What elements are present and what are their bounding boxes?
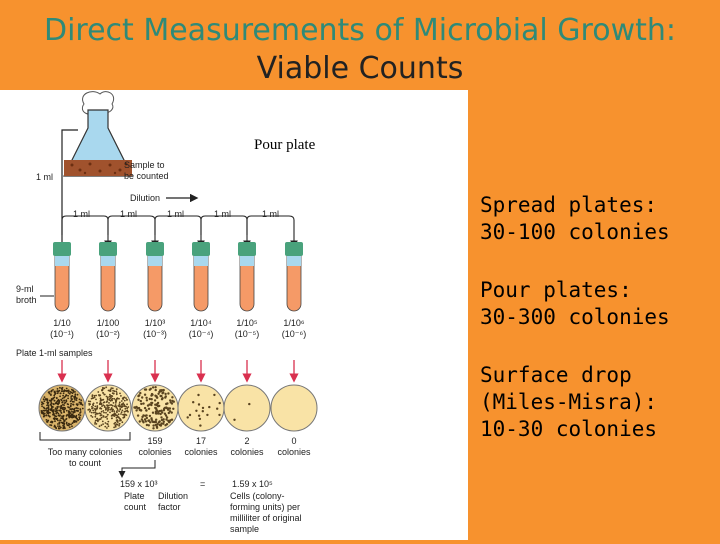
dilution-tube — [146, 242, 164, 311]
dilution-factor-label-1: Dilution — [158, 491, 189, 501]
surface-drop-method: (Miles-Misra): — [480, 390, 658, 414]
plate-unit-3: colonies — [230, 447, 264, 457]
transfer-label-1: 1 ml — [73, 209, 91, 219]
petri-plate — [224, 385, 270, 431]
transfer-label-5: 1 ml — [262, 209, 280, 219]
broth-label-line-2: broth — [16, 295, 37, 305]
pour-plate-label: Pour plate — [254, 137, 316, 153]
title-line-2: Viable Counts — [256, 51, 464, 86]
transfer-label-4: 1 ml — [214, 209, 232, 219]
plate-count-label-1: Plate — [124, 491, 145, 501]
petri-plate — [132, 385, 178, 431]
result-note-line-3: milliliter of original — [230, 513, 302, 523]
dilution-frac-6: 1/10⁶ — [283, 318, 305, 328]
result-note-line-1: Cells (colony- — [230, 491, 285, 501]
dilution-labels — [50, 318, 306, 339]
calc-equals: = — [200, 479, 206, 489]
dilution-exp-5: (10⁻⁵) — [234, 329, 260, 339]
too-many-label-line-2: to count — [68, 458, 102, 468]
petri-plate — [271, 385, 317, 431]
result-note-line-4: sample — [230, 524, 260, 534]
plate-count-4: 0 — [291, 436, 297, 446]
dilution-tube — [192, 242, 210, 311]
pour-plates-range: 30-300 colonies — [480, 305, 670, 329]
dilution-tube — [99, 242, 117, 311]
transfer-arrows — [62, 216, 294, 246]
plate-samples-label: Plate 1-ml samples — [16, 348, 93, 358]
title-line-1: Direct Measurements of Microbial Growth: — [43, 13, 676, 48]
spread-plates-range: 30-100 colonies — [480, 220, 670, 244]
petri-plate — [178, 385, 224, 431]
dilution-exp-6: (10⁻⁶) — [281, 329, 307, 339]
surface-drop-title: Surface drop — [480, 363, 632, 387]
too-many-label-line-1: Too many colonies — [47, 447, 123, 457]
dilution-tube — [285, 242, 303, 311]
plate-count-3: 2 — [244, 436, 250, 446]
surface-drop-range: 10-30 colonies — [480, 417, 658, 441]
diagram-panel — [0, 90, 468, 540]
dilution-tubes — [53, 242, 303, 311]
dilution-frac-5: 1/10⁵ — [236, 318, 258, 328]
transfer-label-3: 1 ml — [167, 209, 185, 219]
dilution-frac-1: 1/10 — [53, 318, 71, 328]
petri-plates — [39, 385, 317, 431]
colony-range-list — [480, 192, 716, 474]
pour-plates-item — [480, 277, 716, 331]
spread-plates-item — [480, 192, 716, 246]
sample-label-line-1: Sample to — [124, 160, 165, 170]
petri-plate — [85, 385, 131, 431]
plating-arrows — [62, 360, 294, 380]
plate-unit-2: colonies — [184, 447, 218, 457]
plate-count-2: 17 — [195, 436, 207, 446]
dilution-exp-4: (10⁻⁴) — [188, 329, 214, 339]
plate-unit-1: colonies — [138, 447, 172, 457]
pour-plates-title: Pour plates: — [480, 278, 632, 302]
surface-drop-item — [480, 362, 716, 443]
dilution-exp-2: (10⁻²) — [96, 329, 120, 339]
sample-flask — [64, 92, 132, 176]
too-many-bracket — [40, 432, 130, 440]
transfer-label-2: 1 ml — [120, 209, 138, 219]
plate-count-1: 159 — [147, 436, 163, 446]
plate-count-label-2: count — [124, 502, 147, 512]
calc-expression: 159 x 10³ — [120, 479, 158, 489]
result-note-line-2: forming units) per — [230, 502, 301, 512]
first-transfer-label: 1 ml — [36, 172, 54, 182]
petri-plate — [39, 385, 85, 431]
dilution-frac-4: 1/10⁴ — [190, 318, 212, 328]
first-transfer-arrow — [62, 130, 78, 248]
slide-title — [0, 12, 720, 88]
broth-label-line-1: 9-ml — [16, 284, 34, 294]
dilution-factor-label-2: factor — [158, 502, 181, 512]
dilution-exp-1: (10⁻¹) — [50, 329, 74, 339]
sample-label-line-2: be counted — [124, 171, 169, 181]
soil-sample-icon — [64, 160, 132, 176]
dilution-tube — [238, 242, 256, 311]
spread-plates-title: Spread plates: — [480, 193, 658, 217]
plate-unit-4: colonies — [277, 447, 311, 457]
dilution-label: Dilution — [130, 193, 161, 203]
dilution-frac-3: 1/10³ — [144, 318, 166, 328]
count-pointer — [122, 460, 155, 476]
calc-result: 1.59 x 10⁵ — [232, 479, 273, 489]
dilution-tube — [53, 242, 71, 311]
viable-count-diagram — [0, 90, 468, 540]
dilution-exp-3: (10⁻³) — [143, 329, 167, 339]
dilution-frac-2: 1/100 — [96, 318, 120, 328]
